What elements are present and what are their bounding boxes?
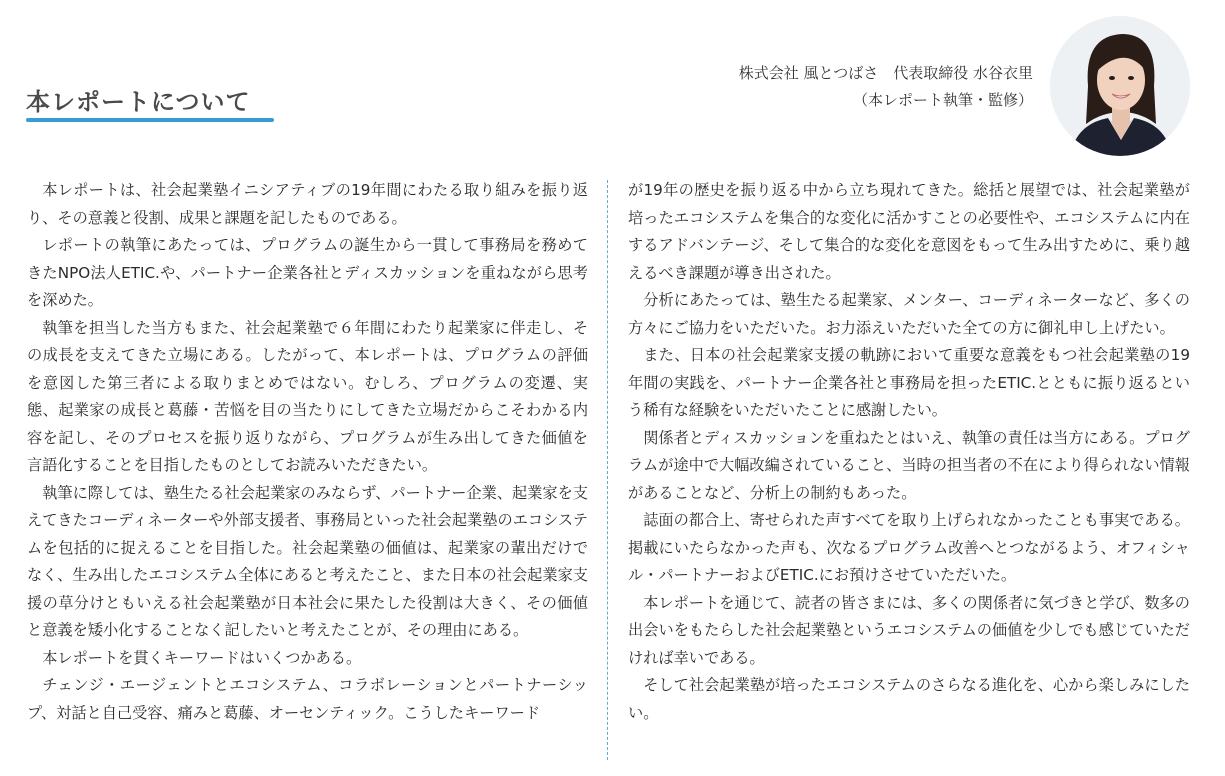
- column-divider: [607, 180, 608, 760]
- author-block: [739, 60, 1033, 114]
- paragraph: 関係者とディスカッションを重ねたとはいえ、執筆の責任は当方にある。プログラムが途中で大幅改編されていること、当時の担当者の不在により得られない情報があることなど、分析上の制約もあった。: [628, 428, 1190, 502]
- paragraph: 本レポートは、社会起業塾イニシアティブの19年間にわたる取り組みを振り返り、その意義と役割、成果と課題を記したものである。: [27, 181, 588, 227]
- paragraph: 執筆を担当した当方もまた、社会起業塾で６年間にわたり起業家に伴走し、その成長を支えてきた立場にある。したがって、本レポートは、プログラムの評価を意図した第三者による取りまとめではない。むしろ、プログラムの変遷、実態、起業家の成長と葛藤・苦悩を目の当たりにしてきた立場だからこそわかる内容を記し、そのプロセスを振り返りながら、プログラムが生み出してきた価値を言語化することを目指したものとしてお読みいただきたい。: [27, 318, 588, 474]
- left-text-column: [27, 177, 588, 767]
- title-underline: [26, 118, 274, 122]
- paragraph: 執筆に際しては、塾生たる社会起業家のみならず、パートナー企業、起業家を支えてきたコーディネーターや外部支援者、事務局といった社会起業塾のエコシステムを包括的に捉えることを目指した。社会起業塾の価値は、起業家の輩出だけでなく、生み出したエコシステム全体にあると考えたこと、また日本の社会起業家支援の草分けともいえる社会起業塾が日本社会に果たした役割は大きく、その価値と意義を矮小化することなく記したいと考えたことが、その理由にある。: [27, 483, 588, 639]
- page-title: 本レポートについて: [26, 88, 251, 116]
- paragraph: 分析にあたっては、塾生たる起業家、メンター、コーディネーターなど、多くの方々にご協力をいただいた。お力添えいただいた全ての方に御礼申し上げたい。: [628, 291, 1190, 337]
- paragraph-continuation: が19年の歴史を振り返る中から立ち現れてきた。総括と展望では、社会起業塾が培ったエコシステムを集合的な変化に活かすことの必要性や、エコシステムに内在するアドバンテージ、そして集合的な変化を意図をもって生み出すために、乗り越えるべき課題が導き出された。: [628, 181, 1190, 282]
- paragraph: 本レポートを貫くキーワードはいくつかある。: [42, 648, 362, 667]
- author-role: （本レポート執筆・監修）: [852, 91, 1033, 109]
- paragraph: レポートの執筆にあたっては、プログラムの誕生から一貫して事務局を務めてきたNPO法人ETIC.や、パートナー企業各社とディスカッションを重ねながら思考を深めた。: [27, 236, 588, 309]
- author-photo: [1050, 16, 1190, 156]
- paragraph: また、日本の社会起業家支援の軌跡において重要な意義をもつ社会起業塾の19年間の実践を、パートナー企業各社と事務局を担ったETIC.とともに振り返るという稀有な経験をいただいたことに感謝したい。: [628, 346, 1190, 419]
- author-portrait-image: [1050, 16, 1190, 156]
- author-name: 株式会社 風とつばさ 代表取締役 水谷衣里: [738, 64, 1033, 82]
- paragraph: 本レポートを通じて、読者の皆さまには、多くの関係者に気づきと学び、数多の出会いをもたらした社会起業塾というエコシステムの価値を少しでも感じていただければ幸いである。: [628, 593, 1190, 667]
- paragraph: チェンジ・エージェントとエコシステム、コラボレーションとパートナーシップ、対話と自己受容、痛みと葛藤、オーセンティック。こうしたキーワード: [27, 676, 588, 722]
- right-text-column: [628, 177, 1190, 767]
- paragraph: 誌面の都合上、寄せられた声すべてを取り上げられなかったことも事実である。掲載にいたらなかった声も、次なるプログラム改善へとつながるよう、オフィシャル・パートナーおよびETIC.にお預けさせていただいた。: [628, 511, 1190, 584]
- paragraph: そして社会起業塾が培ったエコシステムのさらなる進化を、心から楽しみにしたい。: [628, 676, 1190, 722]
